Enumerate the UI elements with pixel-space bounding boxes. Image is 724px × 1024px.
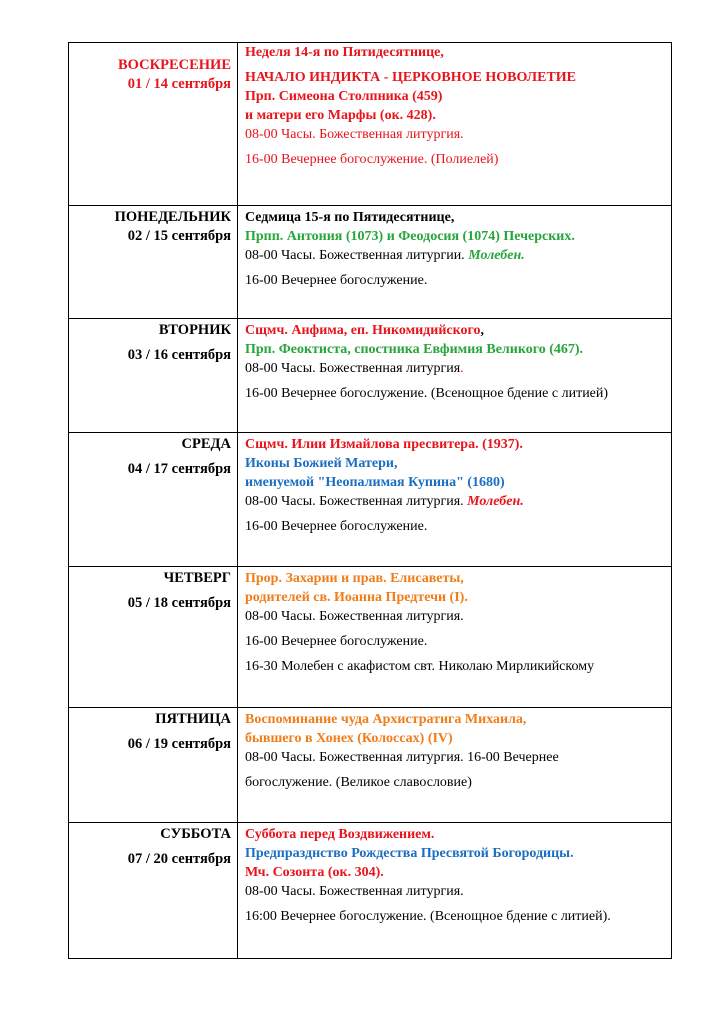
service-line: 16-00 Вечернее богослужение. [245, 634, 428, 649]
feast-line: родителей св. Иоанна Предтечи (I). [245, 590, 468, 605]
service-line [245, 492, 667, 511]
events-cell [238, 823, 672, 959]
service-line: 08-00 Часы. Божественная литургия. 16-00 Вечернее [245, 750, 559, 765]
feast-line: Прор. Захарии и прав. Елисаветы, [245, 571, 464, 586]
day-date: 02 / 15 сентября [127, 228, 231, 244]
service-line: 16-00 Вечернее богослужение. [245, 273, 428, 288]
service-line: 08-00 Часы. Божественная литургия. [245, 609, 464, 624]
day-date: 07 / 20 сентября [127, 851, 231, 867]
service-text: 08-00 Часы. Божественная литургия [245, 361, 461, 376]
feast-line: Неделя 14-я по Пятидесятнице, [245, 45, 444, 60]
service-line: 08-00 Часы. Божественная литургия. [245, 884, 464, 899]
events-cell [238, 433, 672, 567]
events-cell [238, 43, 672, 206]
table-row [69, 708, 672, 823]
service-line: 08-00 Часы. Божественная литургия. [245, 127, 464, 142]
moleben-label: Молебен. [467, 494, 524, 509]
service-line [245, 246, 667, 265]
day-date: 03 / 16 сентября [127, 347, 231, 363]
day-cell [69, 708, 238, 823]
service-text: 08-00 Часы. Божественная литургии. [245, 248, 465, 263]
service-line: 16-00 Вечернее богослужение. [245, 519, 428, 534]
day-date: 04 / 17 сентября [127, 461, 231, 477]
events-cell [238, 319, 672, 433]
day-name: СРЕДА [181, 436, 231, 452]
table-row [69, 43, 672, 206]
day-cell [69, 567, 238, 708]
day-name: ВТОРНИК [158, 322, 231, 338]
feast-line: Суббота перед Воздвижением. [245, 827, 435, 842]
feast-line: бывшего в Хонех (Колоссах) (IV) [245, 731, 453, 746]
events-cell [238, 567, 672, 708]
day-cell [69, 206, 238, 319]
feast-line: Воспоминание чуда Архистратига Михаила, [245, 712, 527, 727]
feast-line: Мч. Созонта (ок. 304). [245, 865, 384, 880]
service-punct: . [460, 361, 464, 376]
service-line: 16:00 Вечернее богослужение. (Всенощное бдение с литией). [245, 909, 611, 924]
day-cell [69, 823, 238, 959]
day-name: СУББОТА [160, 826, 231, 842]
day-date: 05 / 18 сентября [127, 595, 231, 611]
feast-line: Прп. Феоктиста, спостника Евфимия Великого (467). [245, 342, 584, 357]
day-cell [69, 433, 238, 567]
day-name: ЧЕТВЕРГ [163, 570, 231, 586]
feast-line: Предпразднство Рождества Пресвятой Богородицы. [245, 846, 574, 861]
day-date: 01 / 14 сентября [127, 76, 231, 92]
service-line: 16-00 Вечернее богослужение. (Полиелей) [245, 152, 499, 167]
events-cell [238, 708, 672, 823]
day-name: ПЯТНИЦА [155, 711, 231, 727]
service-line [245, 359, 667, 378]
feast-line: именуемой "Неопалимая Купина" (1680) [245, 475, 505, 490]
feast-line: Прп. Симеона Столпника (459) [245, 89, 443, 104]
service-text: 08-00 Часы. Божественная литургия. [245, 494, 464, 509]
feast-text: Сщмч. Анфима, еп. Никомидийского [245, 323, 481, 338]
service-line: 16-30 Молебен с акафистом свт. Николаю Мирликийскому [245, 659, 595, 674]
moleben-label: Молебен. [468, 248, 525, 263]
feast-punct: , [480, 323, 485, 338]
table-row [69, 433, 672, 567]
table-row [69, 206, 672, 319]
feast-line: Иконы Божией Матери, [245, 456, 398, 471]
feast-line: Сщмч. Илии Измайлова пресвитера. (1937). [245, 437, 523, 452]
feast-line: Прпп. Антония (1073) и Феодосия (1074) Печерских. [245, 229, 575, 244]
feast-line [245, 321, 667, 340]
day-cell [69, 43, 238, 206]
service-line: богослужение. (Великое славословие) [245, 775, 472, 790]
table-row [69, 567, 672, 708]
feast-line: НАЧАЛО ИНДИКТА - ЦЕРКОВНОЕ НОВОЛЕТИЕ [245, 70, 577, 85]
events-cell [238, 206, 672, 319]
feast-line: Седмица 15-я по Пятидесятнице, [245, 210, 455, 225]
day-cell [69, 319, 238, 433]
day-date: 06 / 19 сентября [127, 736, 231, 752]
table-row [69, 823, 672, 959]
table-row [69, 319, 672, 433]
day-name: ВОСКРЕСЕНИЕ [117, 57, 231, 73]
day-name: ПОНЕДЕЛЬНИК [114, 209, 231, 225]
weekly-schedule-table [68, 42, 672, 959]
feast-line: и матери его Марфы (ок. 428). [245, 108, 436, 123]
service-line: 16-00 Вечернее богослужение. (Всенощное бдение с литией) [245, 386, 609, 401]
